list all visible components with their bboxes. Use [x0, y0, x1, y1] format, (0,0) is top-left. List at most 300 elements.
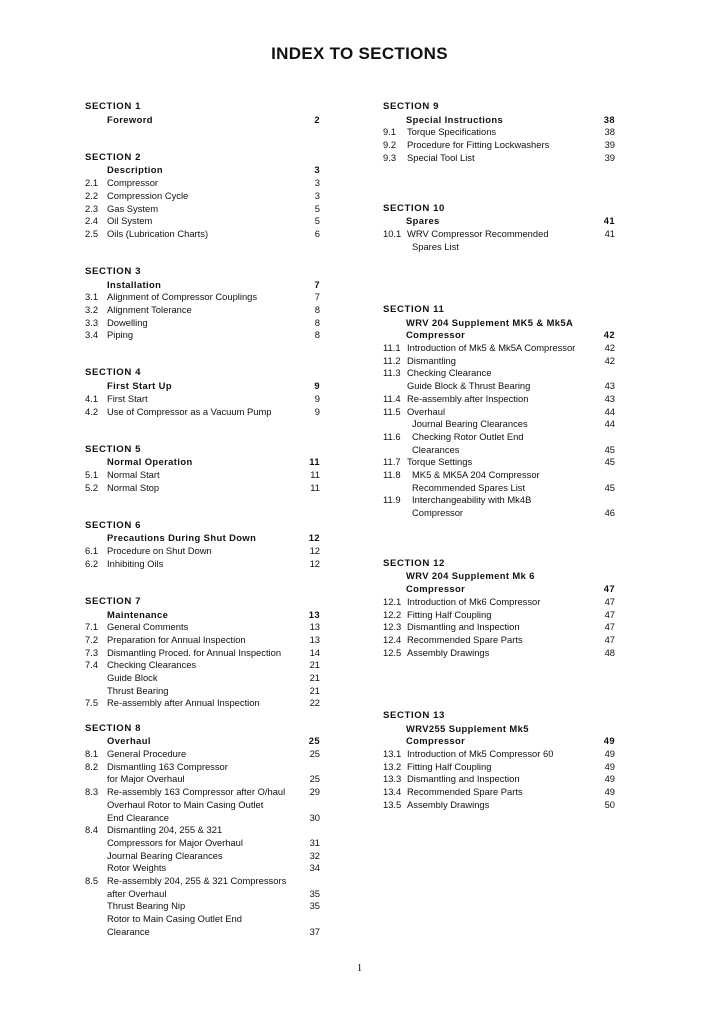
entry-text: First Start — [107, 392, 148, 404]
entry-number: 2.1 — [85, 177, 99, 189]
spacer — [383, 253, 615, 266]
entry-text: Piping — [107, 329, 134, 341]
entry-number: 9.1 — [383, 126, 397, 138]
section-heading: SECTION 10 — [383, 202, 445, 214]
spacer — [383, 545, 615, 558]
page-ref: 43 — [604, 392, 615, 404]
section-title: Compressor — [406, 735, 466, 747]
entry-text: Interchangeability with Mk4B — [412, 494, 532, 506]
section-title-line — [383, 215, 615, 228]
index-entry — [383, 456, 615, 469]
entry-number: 13.1 — [383, 748, 402, 760]
page-ref: 49 — [604, 773, 615, 785]
entry-text: Overhaul Rotor to Main Casing Outlet — [107, 798, 264, 810]
index-column-right — [383, 101, 615, 812]
spacer — [383, 266, 615, 279]
section-title-line — [85, 279, 320, 292]
entry-number: 3.1 — [85, 291, 99, 303]
page-ref: 29 — [309, 786, 320, 798]
entry-text: Spares List — [412, 240, 459, 252]
section-title: Compressor — [406, 583, 466, 595]
section-heading: SECTION 7 — [85, 595, 142, 607]
page-ref: 47 — [604, 595, 615, 607]
entry-text: Recommended Spares List — [412, 481, 526, 493]
entry-number: 11.4 — [383, 392, 401, 404]
spacer — [85, 253, 320, 266]
index-entry — [383, 482, 615, 495]
section-title-line — [383, 317, 615, 330]
entry-text: End Clearance — [107, 811, 170, 823]
page-ref: 25 — [309, 748, 320, 760]
entry-text: Dismantling — [407, 354, 456, 366]
page-ref: 9 — [314, 380, 320, 392]
page-ref: 22 — [309, 697, 320, 709]
entry-text: Rotor Weights — [107, 862, 167, 874]
page-ref: 43 — [604, 380, 615, 392]
index-entry — [85, 469, 320, 482]
page-ref: 47 — [604, 621, 615, 633]
page-ref: 21 — [309, 684, 320, 696]
entry-number: 13.5 — [383, 798, 402, 810]
spacer — [383, 672, 615, 685]
entry-number: 2.5 — [85, 227, 99, 239]
spacer — [383, 532, 615, 545]
page-ref: 9 — [314, 405, 320, 417]
page-ref: 12 — [309, 557, 320, 569]
index-entry — [85, 190, 320, 203]
entry-text: Dismantling 163 Compressor — [107, 760, 228, 772]
index-entry — [383, 228, 615, 241]
spacer — [85, 570, 320, 583]
index-entry — [383, 799, 615, 812]
section-title: Spares — [406, 215, 440, 227]
page-ref: 35 — [309, 900, 320, 912]
section-title: WRV 204 Supplement Mk 6 — [406, 570, 535, 582]
page-ref: 46 — [604, 507, 615, 518]
index-entry — [85, 393, 320, 406]
index-entry — [383, 748, 615, 761]
page-ref: 49 — [604, 748, 615, 760]
index-entry — [85, 291, 320, 304]
index-entry — [85, 913, 320, 926]
index-entry — [383, 773, 615, 786]
page-ref: 8 — [314, 329, 320, 341]
spacer — [85, 126, 320, 139]
page-ref: 11 — [309, 456, 320, 468]
entry-text: Normal Stop — [107, 481, 160, 493]
index-entry — [85, 824, 320, 837]
index-entry — [85, 926, 320, 939]
index-entry — [383, 342, 615, 355]
index-entry — [85, 203, 320, 216]
index-entry — [85, 317, 320, 330]
page-ref: 39 — [604, 151, 615, 163]
entry-text: Dismantling and Inspection — [407, 621, 520, 633]
page-ref: 37 — [309, 925, 320, 937]
entry-text: Guide Block — [107, 671, 158, 683]
spacer — [383, 520, 615, 533]
page-ref: 45 — [604, 481, 615, 493]
index-entry — [85, 228, 320, 241]
spacer — [85, 431, 320, 444]
entry-text: Introduction of Mk6 Compressor — [407, 595, 541, 607]
entry-text: Journal Bearing Clearances — [107, 849, 223, 861]
index-entry — [383, 241, 615, 254]
page-ref: 21 — [309, 671, 320, 683]
section-title-line — [85, 380, 320, 393]
index-entry — [383, 367, 615, 380]
entry-number: 8.5 — [85, 874, 99, 886]
entry-number: 7.3 — [85, 646, 99, 658]
section-heading: SECTION 3 — [85, 265, 142, 277]
section-heading: SECTION 11 — [383, 304, 445, 315]
entry-number: 13.2 — [383, 760, 402, 772]
entry-number: 11.7 — [383, 456, 401, 468]
index-entry — [85, 545, 320, 558]
entry-text: WRV Compressor Recommended — [407, 227, 549, 239]
index-entry — [85, 900, 320, 913]
entry-number: 2.3 — [85, 202, 99, 214]
page-ref: 47 — [604, 633, 615, 645]
page-ref: 13 — [309, 621, 320, 633]
index-entry — [383, 418, 615, 431]
entry-number: 11.6 — [383, 430, 401, 442]
entry-text: Checking Clearances — [107, 659, 197, 671]
section-title-line — [85, 609, 320, 622]
entry-text: Special Tool List — [407, 151, 475, 163]
entry-number: 13.3 — [383, 773, 402, 785]
page-ref: 13 — [308, 608, 320, 620]
entry-text: Fitting Half Coupling — [407, 760, 492, 772]
entry-text: Dismantling and Inspection — [407, 773, 520, 785]
entry-text: Re-assembly 204, 255 & 321 Compressors — [107, 874, 287, 886]
entry-text: after Overhaul — [107, 887, 167, 899]
spacer — [85, 710, 320, 723]
page-ref: 35 — [309, 887, 320, 899]
entry-text: Preparation for Annual Inspection — [107, 633, 246, 645]
spacer — [383, 279, 615, 292]
page-ref: 49 — [604, 760, 615, 772]
index-entry — [85, 812, 320, 825]
index-column-left — [85, 101, 320, 938]
index-entry — [383, 139, 615, 152]
page-ref: 45 — [604, 456, 615, 468]
page-ref: 49 — [604, 786, 615, 798]
page-ref: 30 — [309, 811, 320, 823]
entry-number: 12.5 — [383, 646, 402, 658]
section-title-line — [85, 735, 320, 748]
section-heading: SECTION 13 — [383, 710, 445, 721]
entry-number: 9.3 — [383, 151, 397, 163]
section-title-line — [383, 114, 615, 127]
page-ref: 47 — [603, 583, 615, 595]
index-entry — [383, 647, 615, 660]
page-ref: 38 — [603, 113, 615, 125]
entry-text: General Comments — [107, 621, 189, 633]
index-entry — [383, 786, 615, 799]
entry-number: 5.2 — [85, 481, 99, 493]
section-heading: SECTION 8 — [85, 722, 142, 734]
section-title-line — [85, 532, 320, 545]
section-title-line — [383, 723, 615, 736]
entry-number: 11.2 — [383, 354, 401, 366]
index-entry — [85, 558, 320, 571]
index-entry — [85, 685, 320, 698]
entry-text: Compression Cycle — [107, 189, 189, 201]
section-heading: SECTION 2 — [85, 151, 142, 163]
entry-text: Thrust Bearing — [107, 684, 169, 696]
entry-text: Torque Specifications — [407, 126, 497, 138]
spacer — [383, 685, 615, 698]
index-entry — [383, 609, 615, 622]
page-ref: 47 — [604, 608, 615, 620]
entry-number: 10.1 — [383, 227, 402, 239]
index-entry — [85, 177, 320, 190]
spacer — [85, 418, 320, 431]
page-ref: 6 — [314, 227, 320, 239]
entry-text: Introduction of Mk5 & Mk5A Compressor — [407, 342, 576, 354]
page-ref: 14 — [309, 646, 320, 658]
page-ref: 39 — [604, 139, 615, 151]
page-ref: 8 — [314, 304, 320, 315]
entry-text: Procedure for Fitting Lockwashers — [407, 139, 550, 151]
page-ref: 50 — [604, 798, 615, 810]
entry-text: Overhaul — [407, 405, 446, 417]
entry-text: Compressor — [107, 177, 159, 189]
entry-number: 2.4 — [85, 215, 99, 227]
index-entry — [383, 393, 615, 406]
entry-number: 8.2 — [85, 760, 99, 772]
entry-number: 6.1 — [85, 545, 99, 557]
index-entry — [85, 482, 320, 495]
entry-text: Re-assembly after Annual Inspection — [107, 697, 260, 709]
section-title-line — [85, 114, 320, 127]
entry-text: Recommended Spare Parts — [407, 633, 523, 645]
page-ref: 2 — [314, 113, 320, 125]
spacer — [383, 164, 615, 177]
section-title: Normal Operation — [107, 456, 193, 468]
spacer — [85, 342, 320, 355]
index-entry — [383, 494, 615, 507]
section-title: WRV 204 Supplement MK5 & Mk5A — [406, 316, 574, 328]
page-ref: 21 — [309, 659, 320, 671]
page-ref: 7 — [314, 291, 320, 303]
section-heading: SECTION 5 — [85, 443, 142, 455]
entry-number: 7.1 — [85, 621, 99, 633]
entry-text: MK5 & MK5A 204 Compressor — [412, 468, 540, 480]
spacer — [383, 190, 615, 203]
section-heading: SECTION 12 — [383, 557, 445, 569]
index-entry — [85, 862, 320, 875]
entry-number: 12.3 — [383, 621, 402, 633]
entry-text: Fitting Half Coupling — [407, 608, 492, 620]
index-entry — [85, 850, 320, 863]
entry-text: Torque Settings — [407, 456, 473, 468]
spacer — [85, 139, 320, 152]
entry-text: Normal Start — [107, 468, 160, 480]
entry-number: 7.2 — [85, 633, 99, 645]
index-entry — [85, 773, 320, 786]
entry-text: Oil System — [107, 215, 153, 227]
entry-text: Dismantling 204, 255 & 321 — [107, 824, 223, 836]
page-number: 1 — [356, 962, 363, 974]
section-title-line — [383, 735, 615, 748]
page-ref: 32 — [309, 849, 320, 861]
index-entry — [383, 431, 615, 444]
spacer — [383, 291, 615, 304]
page-ref: 3 — [314, 177, 320, 189]
entry-text: Clearances — [412, 443, 460, 455]
page-ref: 38 — [604, 126, 615, 138]
section-heading: SECTION 1 — [85, 101, 142, 112]
section-title: First Start Up — [107, 380, 172, 392]
index-entry — [85, 761, 320, 774]
page-ref: 12 — [309, 545, 320, 557]
entry-number: 12.4 — [383, 633, 402, 645]
section-title: Precautions During Shut Down — [107, 532, 257, 544]
entry-text: Use of Compressor as a Vacuum Pump — [107, 405, 272, 417]
page-ref: 41 — [604, 227, 615, 239]
entry-text: Assembly Drawings — [407, 798, 490, 810]
entry-number: 9.2 — [383, 139, 397, 151]
entry-text: Thrust Bearing Nip — [107, 900, 186, 912]
index-entry — [85, 304, 320, 317]
page-ref: 5 — [314, 202, 320, 214]
entry-text: Re-assembly 163 Compressor after O/haul — [107, 786, 286, 798]
page-title: INDEX TO SECTIONS — [271, 44, 448, 63]
spacer — [85, 583, 320, 596]
section-title: Installation — [107, 278, 162, 290]
index-entry — [85, 621, 320, 634]
entry-number: 8.1 — [85, 748, 99, 760]
entry-text: Guide Block & Thrust Bearing — [407, 380, 531, 392]
index-entry — [383, 126, 615, 139]
section-title: WRV255 Supplement Mk5 — [406, 722, 529, 734]
entry-text: for Major Overhaul — [107, 773, 185, 785]
index-entry — [85, 837, 320, 850]
page-ref: 45 — [604, 443, 615, 455]
entry-number: 13.4 — [383, 786, 402, 798]
index-entry — [383, 761, 615, 774]
entry-text: Recommended Spare Parts — [407, 786, 523, 798]
entry-number: 7.4 — [85, 659, 99, 671]
entry-text: Assembly Drawings — [407, 646, 490, 658]
page-ref: 25 — [308, 735, 320, 747]
section-heading: SECTION 9 — [383, 101, 440, 112]
entry-number: 3.3 — [85, 316, 99, 328]
index-entry — [85, 875, 320, 888]
index-entry — [85, 672, 320, 685]
entry-number: 11.9 — [383, 494, 401, 506]
entry-number: 11.5 — [383, 405, 401, 417]
entry-number: 5.1 — [85, 468, 99, 480]
entry-text: Gas System — [107, 202, 159, 214]
page-ref: 42 — [604, 354, 615, 366]
section-heading: SECTION 4 — [85, 367, 142, 379]
section-title-line — [85, 164, 320, 177]
spacer — [383, 659, 615, 672]
section-title-line — [383, 583, 615, 596]
entry-number: 7.5 — [85, 697, 99, 709]
entry-text: Alignment Tolerance — [107, 304, 192, 315]
entry-text: Introduction of Mk5 Compressor 60 — [407, 748, 554, 760]
page-ref: 11 — [310, 468, 320, 480]
page-ref: 44 — [604, 418, 615, 430]
entry-text: Compressor — [412, 507, 464, 518]
entry-number: 3.4 — [85, 329, 99, 341]
index-entry — [383, 621, 615, 634]
entry-number: 12.2 — [383, 608, 402, 620]
index-entry — [85, 659, 320, 672]
entry-text: General Procedure — [107, 748, 187, 760]
index-entry — [85, 634, 320, 647]
entry-number: 11.3 — [383, 367, 401, 379]
index-entry — [383, 355, 615, 368]
page-ref: 3 — [314, 164, 320, 176]
page-ref: 12 — [308, 532, 320, 544]
spacer — [85, 494, 320, 507]
index-entry — [85, 799, 320, 812]
spacer — [85, 507, 320, 520]
entry-text: Clearance — [107, 925, 150, 937]
section-title-line — [85, 456, 320, 469]
index-entry — [383, 507, 615, 520]
index-entry — [383, 634, 615, 647]
index-entry — [85, 406, 320, 419]
page-ref: 34 — [309, 862, 320, 874]
entry-number: 11.1 — [383, 342, 401, 354]
section-title-line — [383, 570, 615, 583]
page-ref: 11 — [310, 481, 320, 493]
section-title: Description — [107, 164, 163, 176]
index-entry — [383, 406, 615, 419]
entry-text: Re-assembly after Inspection — [407, 392, 529, 404]
section-title: Special Instructions — [406, 113, 504, 125]
entry-text: Procedure on Shut Down — [107, 545, 212, 557]
spacer — [85, 355, 320, 368]
index-entry — [383, 596, 615, 609]
page-ref: 44 — [604, 405, 615, 417]
index-entry — [85, 748, 320, 761]
page-ref: 7 — [314, 278, 320, 290]
index-entry — [383, 469, 615, 482]
entry-text: Dowelling — [107, 316, 148, 328]
section-heading: SECTION 6 — [85, 519, 142, 531]
section-title-line — [383, 329, 615, 342]
entry-text: Journal Bearing Clearances — [412, 418, 528, 430]
entry-number: 11.8 — [383, 468, 401, 480]
index-entry — [383, 444, 615, 457]
page-ref: 8 — [314, 316, 320, 328]
entry-text: Compressors for Major Overhaul — [107, 836, 243, 848]
page-ref: 13 — [309, 633, 320, 645]
page-ref: 25 — [309, 773, 320, 785]
page-ref: 48 — [604, 646, 615, 658]
section-title: Overhaul — [107, 735, 151, 747]
spacer — [383, 697, 615, 710]
entry-text: Checking Clearance — [407, 367, 492, 379]
index-entry — [85, 697, 320, 710]
entry-number: 8.4 — [85, 824, 99, 836]
index-entry — [85, 215, 320, 228]
entry-text: Checking Rotor Outlet End — [412, 430, 524, 442]
entry-number: 2.2 — [85, 189, 99, 201]
index-entry — [85, 329, 320, 342]
index-entry — [85, 786, 320, 799]
spacer — [383, 177, 615, 190]
entry-number: 6.2 — [85, 557, 99, 569]
index-entry — [383, 152, 615, 165]
